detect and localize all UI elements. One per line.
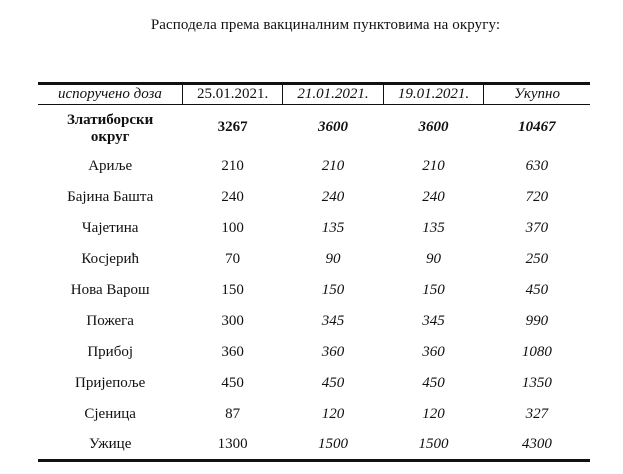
municipality-name: Ариље: [88, 157, 133, 174]
municipality-name: Пријепоље: [75, 374, 146, 391]
value-date-2: 135: [321, 219, 345, 236]
district-name-line-1: Златиборски: [66, 111, 154, 128]
value-date-2: 345: [321, 312, 345, 329]
value-total: 327: [525, 405, 549, 422]
table-row: [38, 213, 590, 244]
value-date-3: 150: [422, 281, 445, 298]
value-date-2: 150: [321, 281, 345, 298]
municipality-name: Прибој: [87, 343, 133, 360]
value-date-2: 1500: [283, 430, 383, 461]
header-total: Укупно: [484, 84, 590, 105]
table-row: [38, 337, 590, 368]
district-value-date-2: 3600: [318, 119, 348, 136]
header-delivered-doses: испоручено доза: [38, 84, 182, 105]
value-date-3: 450: [422, 374, 445, 391]
value-total: 250: [525, 250, 549, 267]
value-date-2: 360: [321, 343, 345, 360]
value-date-2: 90: [325, 250, 341, 267]
value-total: 720: [525, 188, 549, 205]
value-total: 1080: [521, 343, 552, 360]
municipality-name: Нова Варош: [70, 281, 150, 298]
value-date-3: 360: [422, 343, 445, 360]
table-row: [38, 430, 590, 461]
value-date-3: 345: [422, 312, 445, 329]
header-date-2: 21.01.2021.: [283, 84, 383, 105]
value-date-1: 450: [221, 374, 244, 391]
value-date-1: 210: [221, 157, 244, 174]
value-date-2: 240: [321, 188, 345, 205]
value-total: 990: [525, 312, 549, 329]
page-title: Расподела према вакциналним пунктовима на округу:: [150, 17, 501, 33]
value-date-1: 70: [225, 250, 241, 267]
value-date-1: 240: [221, 188, 244, 205]
value-date-3: 135: [422, 219, 445, 236]
table-row: [38, 399, 590, 430]
value-total: 450: [525, 281, 549, 298]
district-name-line-2: округ: [90, 128, 130, 145]
value-date-1: 100: [221, 219, 244, 236]
municipality-name: Сјеница: [84, 405, 136, 422]
district-value-date-3: 3600: [418, 119, 449, 136]
value-date-2: 120: [321, 405, 345, 422]
table-row: [38, 306, 590, 337]
table-row: [38, 151, 590, 182]
table-row: [38, 244, 590, 275]
table-row: [38, 182, 590, 213]
value-total: 4300: [484, 430, 590, 461]
district-name: [38, 105, 182, 151]
value-date-2: 450: [321, 374, 345, 391]
municipality-name: Косјерић: [81, 250, 139, 267]
table-row: [38, 275, 590, 306]
distribution-table: [38, 82, 590, 462]
value-date-3: 240: [422, 188, 445, 205]
district-value-date-1: 3267: [217, 119, 248, 136]
municipality-name: Ужице: [38, 430, 182, 461]
value-date-2: 210: [321, 157, 345, 174]
municipality-name: Пожега: [86, 312, 134, 329]
value-date-1: 87: [225, 405, 241, 422]
district-value-total: 10467: [518, 119, 556, 136]
value-date-1: 300: [221, 312, 244, 329]
value-date-1: 360: [221, 343, 244, 360]
municipality-name: Бајина Башта: [67, 188, 154, 205]
value-total: 1350: [521, 374, 552, 391]
municipality-name: Чајетина: [81, 219, 139, 236]
value-date-1: 1300: [182, 430, 282, 461]
district-summary-row: [38, 105, 590, 151]
value-date-3: 90: [425, 250, 441, 267]
header-date-1: 25.01.2021.: [182, 84, 282, 105]
value-date-3: 120: [422, 405, 445, 422]
header-date-3: 19.01.2021.: [383, 84, 483, 105]
value-total: 630: [525, 157, 549, 174]
value-date-1: 150: [221, 281, 244, 298]
value-date-3: 1500: [383, 430, 483, 461]
table-header-row: [38, 84, 590, 105]
table-row: [38, 368, 590, 399]
value-date-3: 210: [422, 157, 445, 174]
value-total: 370: [525, 219, 549, 236]
